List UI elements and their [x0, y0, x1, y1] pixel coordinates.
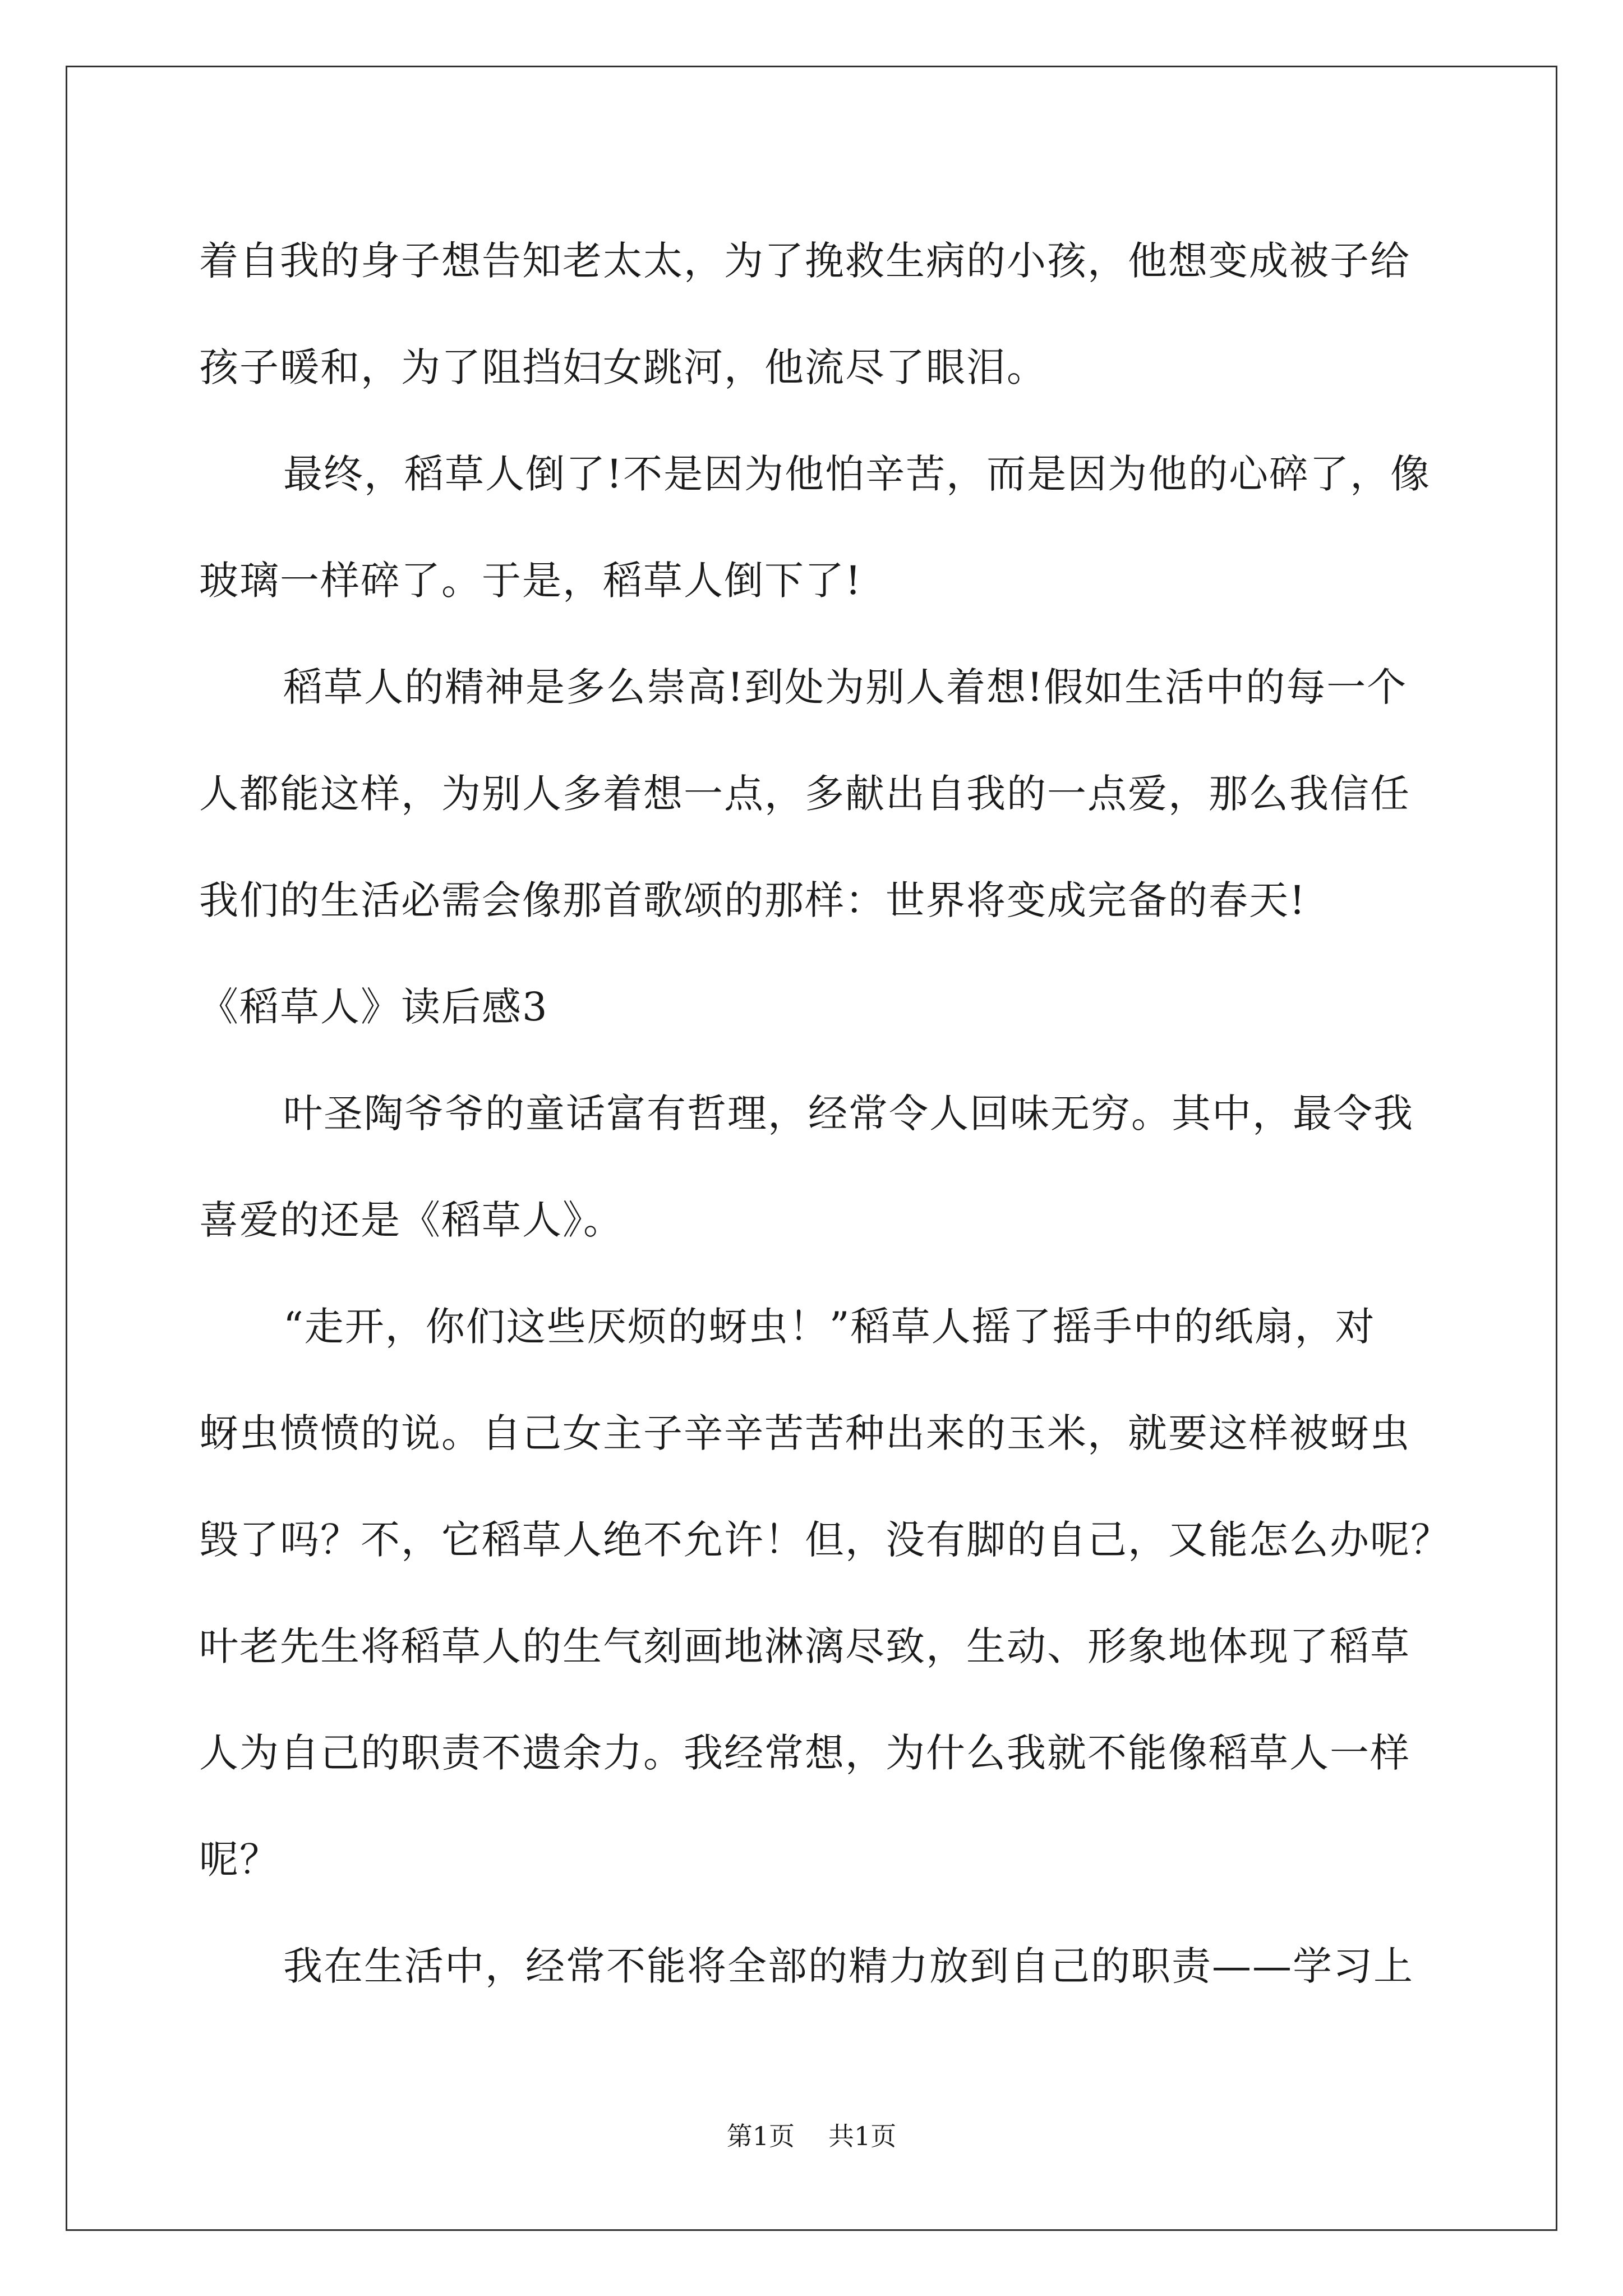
text-line: 叶老先生将稻草人的生气刻画地淋漓尽致，生动、形象地体现了稻草	[199, 1623, 1410, 1669]
paragraph-start: 稻草人的精神是多么崇高!到处为别人着想!假如生活中的每一个	[283, 664, 1408, 710]
paragraph-start: “走开，你们这些厌烦的蚜虫！”稻草人摇了摇手中的纸扇，对	[283, 1304, 1376, 1350]
paragraph-start: 最终，稻草人倒了!不是因为他怕辛苦，而是因为他的心碎了，像	[283, 451, 1431, 497]
text-line: 呢？	[199, 1837, 280, 1883]
document-body	[199, 208, 1458, 2019]
text-line: 玻璃一样碎了。于是，稻草人倒下了!	[199, 558, 863, 604]
text-line: 喜爱的还是《稻草人》。	[199, 1197, 624, 1243]
text-line: 我们的生活必需会像那首歌颂的那样：世界将变成完备的春天!	[199, 877, 1307, 923]
page-footer	[0, 2119, 1623, 2153]
text-line: 毁了吗？不，它稻草人绝不允许！但，没有脚的自己，又能怎么办呢？	[199, 1517, 1451, 1563]
text-line: 孩子暖和，为了阻挡妇女跳河，他流尽了眼泪。	[199, 344, 1047, 390]
page-number-total: 共1页	[828, 2121, 897, 2151]
paragraph-start: 叶圣陶爷爷的童话富有哲理，经常令人回味无穷。其中，最令我	[283, 1091, 1414, 1137]
page-number-current: 第1页	[726, 2121, 795, 2151]
text-line: 人都能这样，为别人多着想一点，多献出自我的一点爱，那么我信任	[199, 771, 1410, 817]
text-line: 着自我的身子想告知老太太，为了挽救生病的小孩，他想变成被子给	[199, 238, 1410, 284]
text-line: 蚜虫愤愤的说。自己女主子辛辛苦苦种出来的玉米，就要这样被蚜虫	[199, 1410, 1410, 1456]
paragraph-start: 我在生活中，经常不能将全部的精力放到自己的职责——学习上	[283, 1943, 1414, 1989]
section-heading: 《稻草人》读后感3	[199, 984, 548, 1030]
text-line: 人为自己的职责不遗余力。我经常想，为什么我就不能像稻草人一样	[199, 1730, 1410, 1776]
